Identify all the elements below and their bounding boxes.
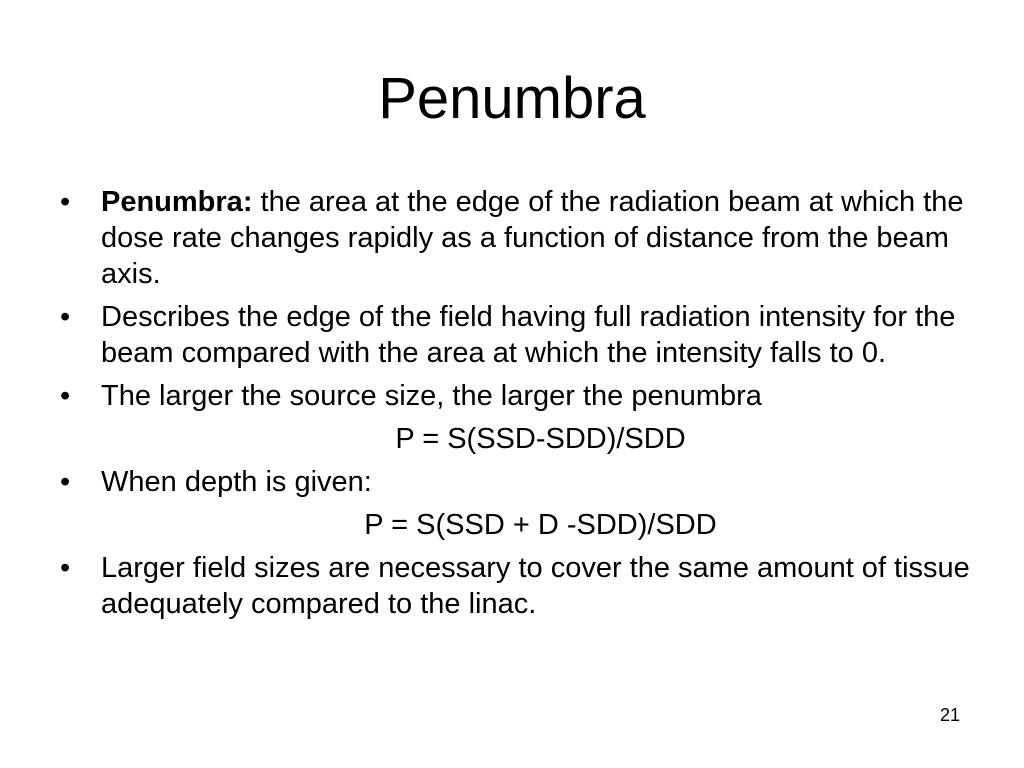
formula: P = S(SSD-SDD)/SDD (395, 423, 686, 455)
bullet-text: When depth is given: (101, 466, 372, 498)
bullet-text: The larger the source size, the larger the penumbra (101, 380, 762, 412)
formula: P = S(SSD + D -SDD)/SDD (364, 509, 717, 541)
slide-body (60, 184, 980, 629)
bullet-text: Larger field sizes are necessary to cover the same amount of tissue adequately compared to the linac. (101, 552, 970, 620)
slide-title: Penumbra (378, 66, 646, 131)
bullet-item (60, 299, 980, 371)
bullet-marker: • (60, 380, 71, 412)
bullet-marker: • (60, 186, 71, 218)
bullet-text: Describes the edge of the field having full radiation intensity for the beam compared with the area at which the intensity falls to 0. (101, 301, 956, 369)
bullet-marker: • (60, 466, 71, 498)
bullet-item (60, 464, 980, 500)
bullet-text (101, 186, 963, 290)
bullet-item (60, 378, 980, 414)
term-label: Penumbra: (101, 186, 253, 218)
bullet-item (60, 550, 980, 622)
bullet-marker: • (60, 552, 71, 584)
definition-text: the area at the edge of the radiation beam at which the dose rate changes rapidly as a function of distance from the beam axis. (101, 186, 964, 290)
bullet-item (60, 184, 980, 292)
bullet-marker: • (60, 301, 71, 333)
slide-number: 21 (939, 705, 960, 725)
